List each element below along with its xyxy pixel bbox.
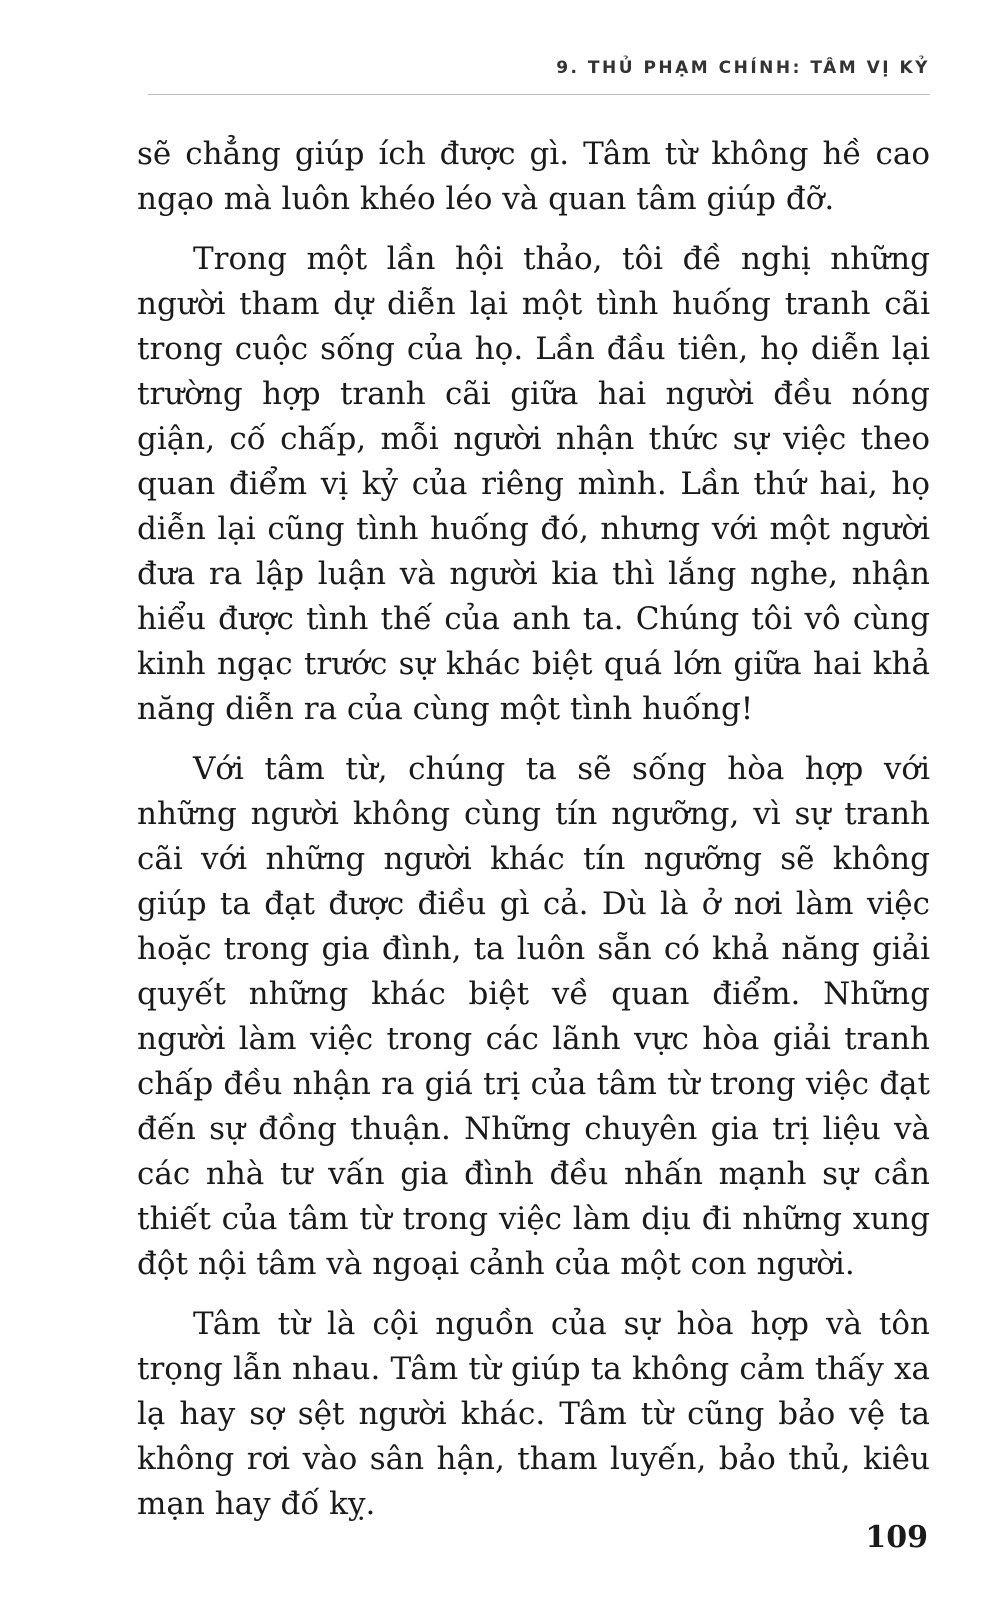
header-divider [148, 94, 930, 95]
body-text [137, 132, 930, 1542]
paragraph-source: Tâm từ là cội nguồn của sự hòa hợp và tôn trọng lẫn nhau. Tâm từ giúp ta không cảm thấy xa lạ hay sợ sệt người khác. Tâm từ cũng bảo vệ ta không rơi vào sân hận, tham luyến, bảo thủ, kiêu mạn hay đố kỵ. [137, 1306, 930, 1522]
paragraph-continuation: sẽ chẳng giúp ích được gì. Tâm từ không hề cao ngạo mà luôn khéo léo và quan tâm giúp đỡ. [137, 136, 930, 217]
page-number: 109 [865, 1520, 928, 1555]
paragraph-workshop: Trong một lần hội thảo, tôi đề nghị những người tham dự diễn lại một tình huống tranh cãi trong cuộc sống của họ. Lần đầu tiên, họ diễn lại trường hợp tranh cãi giữa hai người đều nóng giận, cố chấp, mỗi người nhận thức sự việc theo quan điểm vị kỷ của riêng mình. Lần thứ hai, họ diễn lại cũng tình huống đó, nhưng với một người đưa ra lập luận và người kia thì lắng nghe, nhận hiểu được tình thế của anh ta. Chúng tôi vô cùng kinh ngạc trước sự khác biệt quá lớn giữa hai khả năng diễn ra của cùng một tình huống! [137, 241, 930, 727]
paragraph-harmony: Với tâm từ, chúng ta sẽ sống hòa hợp với những người không cùng tín ngưỡng, vì sự tranh cãi với những người khác tín ngưỡng sẽ không giúp ta đạt được điều gì cả. Dù là ở nơi làm việc hoặc trong gia đình, ta luôn sẵn có khả năng giải quyết những khác biệt về quan điểm. Những người làm việc trong các lãnh vực hòa giải tranh chấp đều nhận ra giá trị của tâm từ trong việc đạt đến sự đồng thuận. Những chuyên gia trị liệu và các nhà tư vấn gia đình đều nhấn mạnh sự cần thiết của tâm từ trong việc làm dịu đi những xung đột nội tâm và ngoại cảnh của một con người. [137, 751, 930, 1282]
running-head-title: 9. THỦ PHẠM CHÍNH: TÂM VỊ KỶ [556, 58, 930, 78]
